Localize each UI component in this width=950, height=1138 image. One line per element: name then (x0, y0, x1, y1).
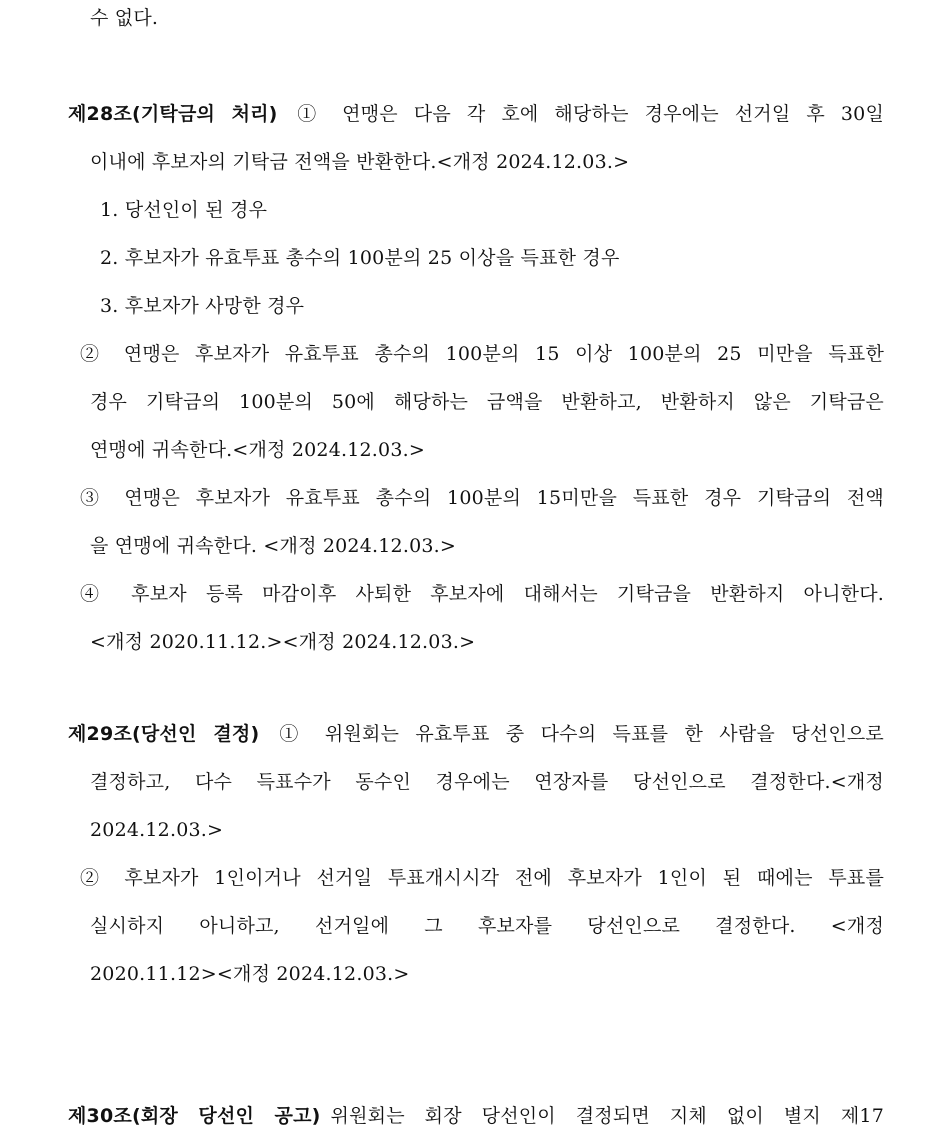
text-line: 결정하고, 다수 득표수가 동수인 경우에는 연장자를 당선인으로 결정한다.<개정 (90, 771, 884, 793)
text-line: 위원회는 회장 당선인이 결정되면 지체 없이 별지 제17 (330, 1105, 884, 1127)
text-line: 연맹에 귀속한다.<개정 2024.12.03.> (90, 439, 425, 461)
text-line: 2020.11.12><개정 2024.12.03.> (90, 963, 410, 985)
list-item: 2. 후보자가 유효투표 총수의 100분의 25 이상을 득표한 경우 (100, 247, 620, 269)
article-heading: 제29조(당선인 결정) (68, 723, 260, 745)
text-line: 이내에 후보자의 기탁금 전액을 반환한다.<개정 2024.12.03.> (90, 151, 630, 173)
text-line: ① 위원회는 유효투표 중 다수의 득표를 한 사람을 당선인으로 (269, 723, 884, 745)
article-heading: 제28조(기탁금의 처리) (68, 103, 278, 125)
text-line: ② 연맹은 후보자가 유효투표 총수의 100분의 15 이상 100분의 25 미만을 득표한 (80, 343, 884, 365)
text-line: 수 없다. (90, 7, 159, 29)
text-line: 경우 기탁금의 100분의 50에 해당하는 금액을 반환하고, 반환하지 않은 기탁금은 (90, 391, 884, 413)
article-30-first-line (68, 1104, 884, 1128)
text-line: 을 연맹에 귀속한다. <개정 2024.12.03.> (90, 535, 457, 557)
text-line: ② 후보자가 1인이거나 선거일 투표개시시각 전에 후보자가 1인이 된 때에는 투표를 (80, 867, 884, 889)
text-line: 2024.12.03.> (90, 819, 224, 841)
article-28-first-line (68, 102, 884, 126)
text-line: ① 연맹은 다음 각 호에 해당하는 경우에는 선거일 후 30일 (287, 103, 884, 125)
list-item: 1. 당선인이 된 경우 (100, 199, 268, 221)
article-29-first-line (68, 722, 884, 746)
text-line: ④ 후보자 등록 마감이후 사퇴한 후보자에 대해서는 기탁금을 반환하지 아니한다. (80, 583, 884, 605)
article-heading: 제30조(회장 당선인 공고) (68, 1105, 321, 1127)
text-line: 실시하지 아니하고, 선거일에 그 후보자를 당선인으로 결정한다. <개정 (90, 915, 884, 937)
text-line: <개정 2020.11.12.><개정 2024.12.03.> (90, 631, 476, 653)
list-item: 3. 후보자가 사망한 경우 (100, 295, 305, 317)
text-line: ③ 연맹은 후보자가 유효투표 총수의 100분의 15미만을 득표한 경우 기탁금의 전액 (80, 487, 884, 509)
